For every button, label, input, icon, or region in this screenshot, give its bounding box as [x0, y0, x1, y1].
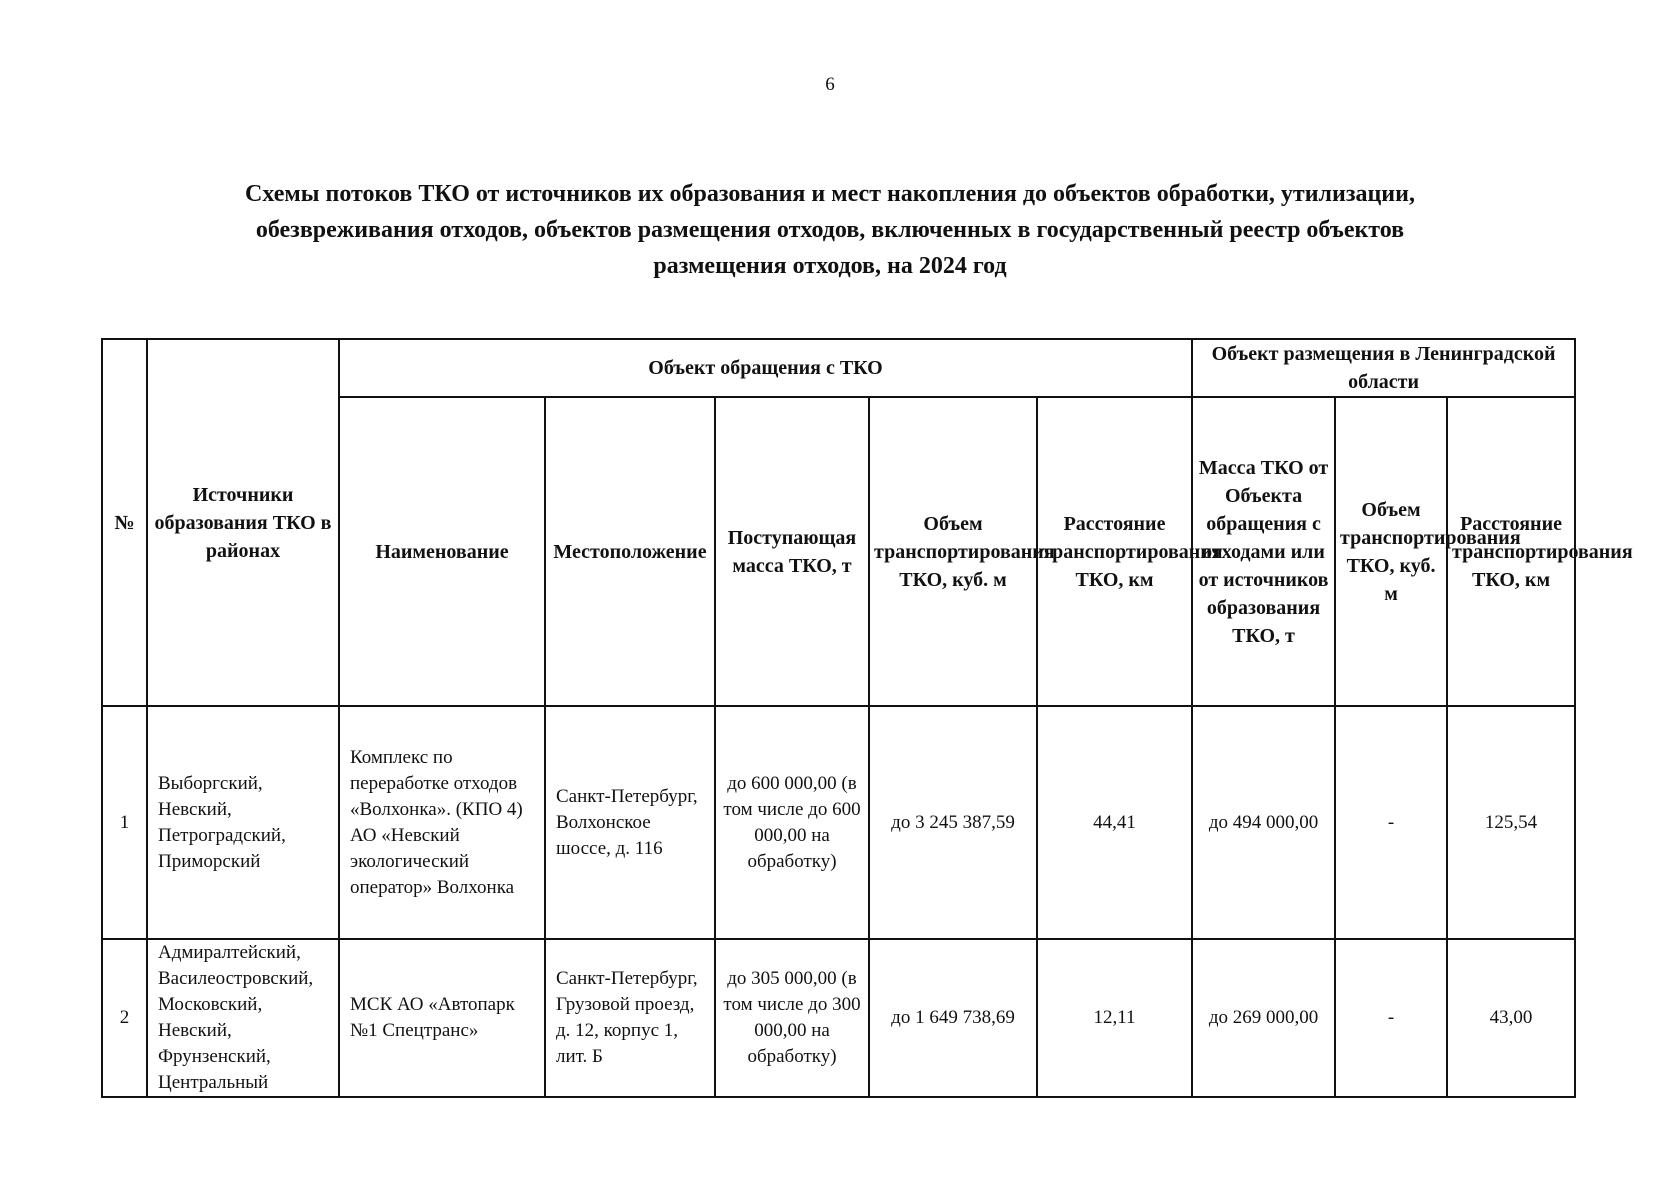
header-incoming-mass: Поступающая масса ТКО, т [715, 397, 869, 706]
cell-number: 2 [102, 939, 147, 1097]
cell-transport-volume: до 3 245 387,59 [869, 706, 1037, 939]
table-row [102, 939, 1575, 1097]
cell-sources: Выборгский, Невский, Петроградский, Приморский [147, 706, 339, 939]
header-name: Наименование [339, 397, 545, 706]
header-placement-object: Объект размещения в Ленинградской области [1192, 339, 1575, 397]
cell-name: МСК АО «Автопарк №1 Спецтранс» [339, 939, 545, 1097]
cell-transport-distance: 44,41 [1037, 706, 1192, 939]
header-transport-volume: Объем транспортирования ТКО, куб. м [869, 397, 1037, 706]
table-row [102, 706, 1575, 939]
header-sources: Источники образования ТКО в районах [147, 339, 339, 706]
cell-number: 1 [102, 706, 147, 939]
cell-transport-volume: до 1 649 738,69 [869, 939, 1037, 1097]
title-line: Схемы потоков ТКО от источников их образования и мест накопления до объектов обработки, утилизации, [245, 181, 1415, 207]
header-number: № [102, 339, 147, 706]
cell-location: Санкт-Петербург, Волхонское шоссе, д. 116 [545, 706, 715, 939]
document-title [110, 176, 1550, 284]
page-number: 6 [825, 74, 835, 95]
cell-mass-from: до 494 000,00 [1192, 706, 1335, 939]
header-transport-distance: Расстояние транспортирования ТКО, км [1037, 397, 1192, 706]
title-line: обезвреживания отходов, объектов размещения отходов, включенных в государственный реестр объектов [255, 217, 1405, 243]
cell-mass-from: до 269 000,00 [1192, 939, 1335, 1097]
cell-placement-volume: - [1335, 706, 1447, 939]
cell-incoming-mass: до 305 000,00 (в том числе до 300 000,00 на обработку) [715, 939, 869, 1097]
cell-name: Комплекс по переработке отходов «Волхонка». (КПО 4) АО «Невский экологический оператор» Волхонка [339, 706, 545, 939]
title-line: размещения отходов, на 2024 год [653, 253, 1007, 279]
header-placement-distance: Расстояние транспортирования ТКО, км [1447, 397, 1575, 706]
cell-placement-distance: 125,54 [1447, 706, 1575, 939]
header-placement-volume: Объем транспортирования ТКО, куб. м [1335, 397, 1447, 706]
cell-transport-distance: 12,11 [1037, 939, 1192, 1097]
cell-placement-distance: 43,00 [1447, 939, 1575, 1097]
cell-location: Санкт-Петербург, Грузовой проезд, д. 12, корпус 1, лит. Б [545, 939, 715, 1097]
cell-incoming-mass: до 600 000,00 (в том числе до 600 000,00 на обработку) [715, 706, 869, 939]
cell-sources: Адмиралтейский, Василеостровский, Московский, Невский, Фрунзенский, Центральный [147, 939, 339, 1097]
waste-flow-table [101, 338, 1633, 1098]
header-handling-object: Объект обращения с ТКО [339, 339, 1192, 397]
header-location: Местоположение [545, 397, 715, 706]
cell-placement-volume: - [1335, 939, 1447, 1097]
header-mass-from: Масса ТКО от Объекта обращения с отходами или от источников образования ТКО, т [1192, 397, 1335, 706]
